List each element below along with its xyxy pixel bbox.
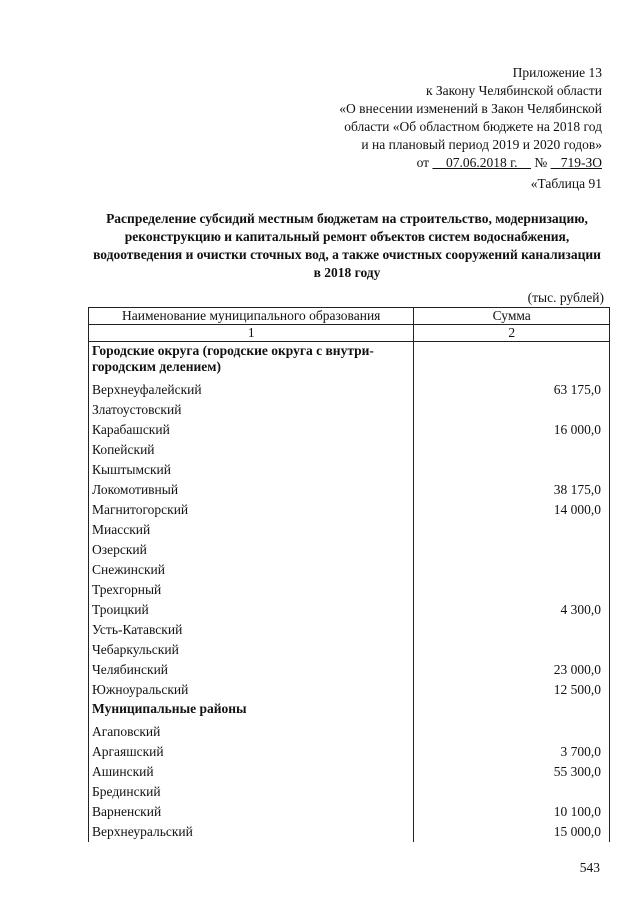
municipality-name: Магнитогорский — [89, 500, 414, 520]
table-reference: «Таблица 91 — [530, 176, 602, 191]
subsidy-amount: 3 700,0 — [414, 742, 610, 762]
municipality-name: Агаповский — [89, 722, 414, 742]
subsidy-amount — [414, 440, 610, 460]
law-number — [551, 155, 602, 170]
subsidy-amount: 12 500,0 — [414, 680, 610, 700]
table-row — [89, 400, 610, 420]
municipality-name: Муниципальные районы — [89, 700, 414, 722]
table-row — [89, 600, 610, 620]
table-row — [89, 822, 610, 842]
attachment-line: области «Об областном бюджете на 2018 год — [344, 119, 602, 134]
municipality-name: Карабашский — [89, 420, 414, 440]
municipality-name: Озерский — [89, 540, 414, 560]
subsidy-amount — [414, 400, 610, 420]
subsidy-amount: 16 000,0 — [414, 420, 610, 440]
attachment-line: к Закону Челябинской области — [425, 83, 602, 98]
number-label: № — [534, 155, 548, 170]
table-row — [89, 742, 610, 762]
column-number-row — [89, 325, 610, 342]
table-row — [89, 640, 610, 660]
municipality-name: Аргаяшский — [89, 742, 414, 762]
law-number-value: 719-ЗО — [560, 155, 602, 170]
subsidy-amount — [414, 620, 610, 640]
table-row — [89, 660, 610, 680]
subsidy-amount: 23 000,0 — [414, 660, 610, 680]
municipality-name: Варненский — [89, 802, 414, 822]
subsidy-table — [88, 307, 610, 842]
table-row — [89, 420, 610, 440]
municipality-name: Златоустовский — [89, 400, 414, 420]
municipality-name: Челябинский — [89, 660, 414, 680]
table-row — [89, 762, 610, 782]
table-row — [89, 680, 610, 700]
from-label: от — [416, 155, 430, 170]
law-date-value: 07.06.2018 г. — [445, 155, 518, 170]
municipality-name: Верхнеуфалейский — [89, 380, 414, 400]
subsidy-amount — [414, 580, 610, 600]
subsidy-amount: 55 300,0 — [414, 762, 610, 782]
subsidy-amount — [414, 700, 610, 722]
signature-line — [339, 154, 602, 172]
subsidy-amount — [414, 460, 610, 480]
municipality-name: Миасский — [89, 520, 414, 540]
subsidy-amount: 10 100,0 — [414, 802, 610, 822]
municipality-name: Локомотивный — [89, 480, 414, 500]
table-row — [89, 520, 610, 540]
column-header-amount: Сумма — [414, 308, 610, 325]
municipality-name: Городские округа (городские округа с внутри-городским делением) — [89, 342, 414, 381]
subsidy-amount: 63 175,0 — [414, 380, 610, 400]
table-row — [89, 460, 610, 480]
municipality-name: Усть-Катавский — [89, 620, 414, 640]
table-row — [89, 380, 610, 400]
municipality-name: Чебаркульский — [89, 640, 414, 660]
units-note: (тыс. рублей) — [527, 290, 604, 305]
subsidy-amount: 4 300,0 — [414, 600, 610, 620]
municipality-name: Снежинский — [89, 560, 414, 580]
subsidy-amount: 38 175,0 — [414, 480, 610, 500]
page-number: 543 — [579, 860, 600, 875]
column-number: 2 — [414, 325, 610, 342]
column-number: 1 — [89, 325, 414, 342]
law-date — [432, 155, 531, 170]
attachment-line: и на плановый период 2019 и 2020 годов» — [361, 137, 602, 152]
municipality-name: Копейский — [89, 440, 414, 460]
header-row — [89, 308, 610, 325]
municipality-name: Кыштымский — [89, 460, 414, 480]
column-header-name: Наименование муниципального образования — [89, 308, 414, 325]
attachment-line: Приложение 13 — [512, 65, 602, 80]
table-row — [89, 540, 610, 560]
table-row — [89, 620, 610, 640]
table-row — [89, 480, 610, 500]
subsidy-amount — [414, 640, 610, 660]
municipality-name: Южноуральский — [89, 680, 414, 700]
attachment-line: «О внесении изменений в Закон Челябинской — [339, 101, 602, 116]
group-row — [89, 700, 610, 722]
document-heading: Распределение субсидий местным бюджетам на строительство, модернизацию, реконструкцию и капитальный ремонт объектов систем водоснабжения, водоотведения и очистки сточных вод, а также очистных сооружений канализации в 2018 году — [93, 211, 601, 280]
table-row — [89, 440, 610, 460]
subsidy-amount — [414, 782, 610, 802]
subsidy-amount — [414, 722, 610, 742]
municipality-name: Верхнеуральский — [89, 822, 414, 842]
table-row — [89, 580, 610, 600]
attachment-header — [339, 64, 602, 172]
municipality-name: Брединский — [89, 782, 414, 802]
group-row — [89, 342, 610, 381]
table-row — [89, 722, 610, 742]
subsidy-amount: 15 000,0 — [414, 822, 610, 842]
subsidy-amount — [414, 560, 610, 580]
municipality-name: Ашинский — [89, 762, 414, 782]
table-row — [89, 782, 610, 802]
table-row — [89, 500, 610, 520]
municipality-name: Трехгорный — [89, 580, 414, 600]
subsidy-amount — [414, 540, 610, 560]
table-row — [89, 802, 610, 822]
municipality-name: Троицкий — [89, 600, 414, 620]
subsidy-amount: 14 000,0 — [414, 500, 610, 520]
subsidy-amount — [414, 342, 610, 381]
table-row — [89, 560, 610, 580]
subsidy-amount — [414, 520, 610, 540]
